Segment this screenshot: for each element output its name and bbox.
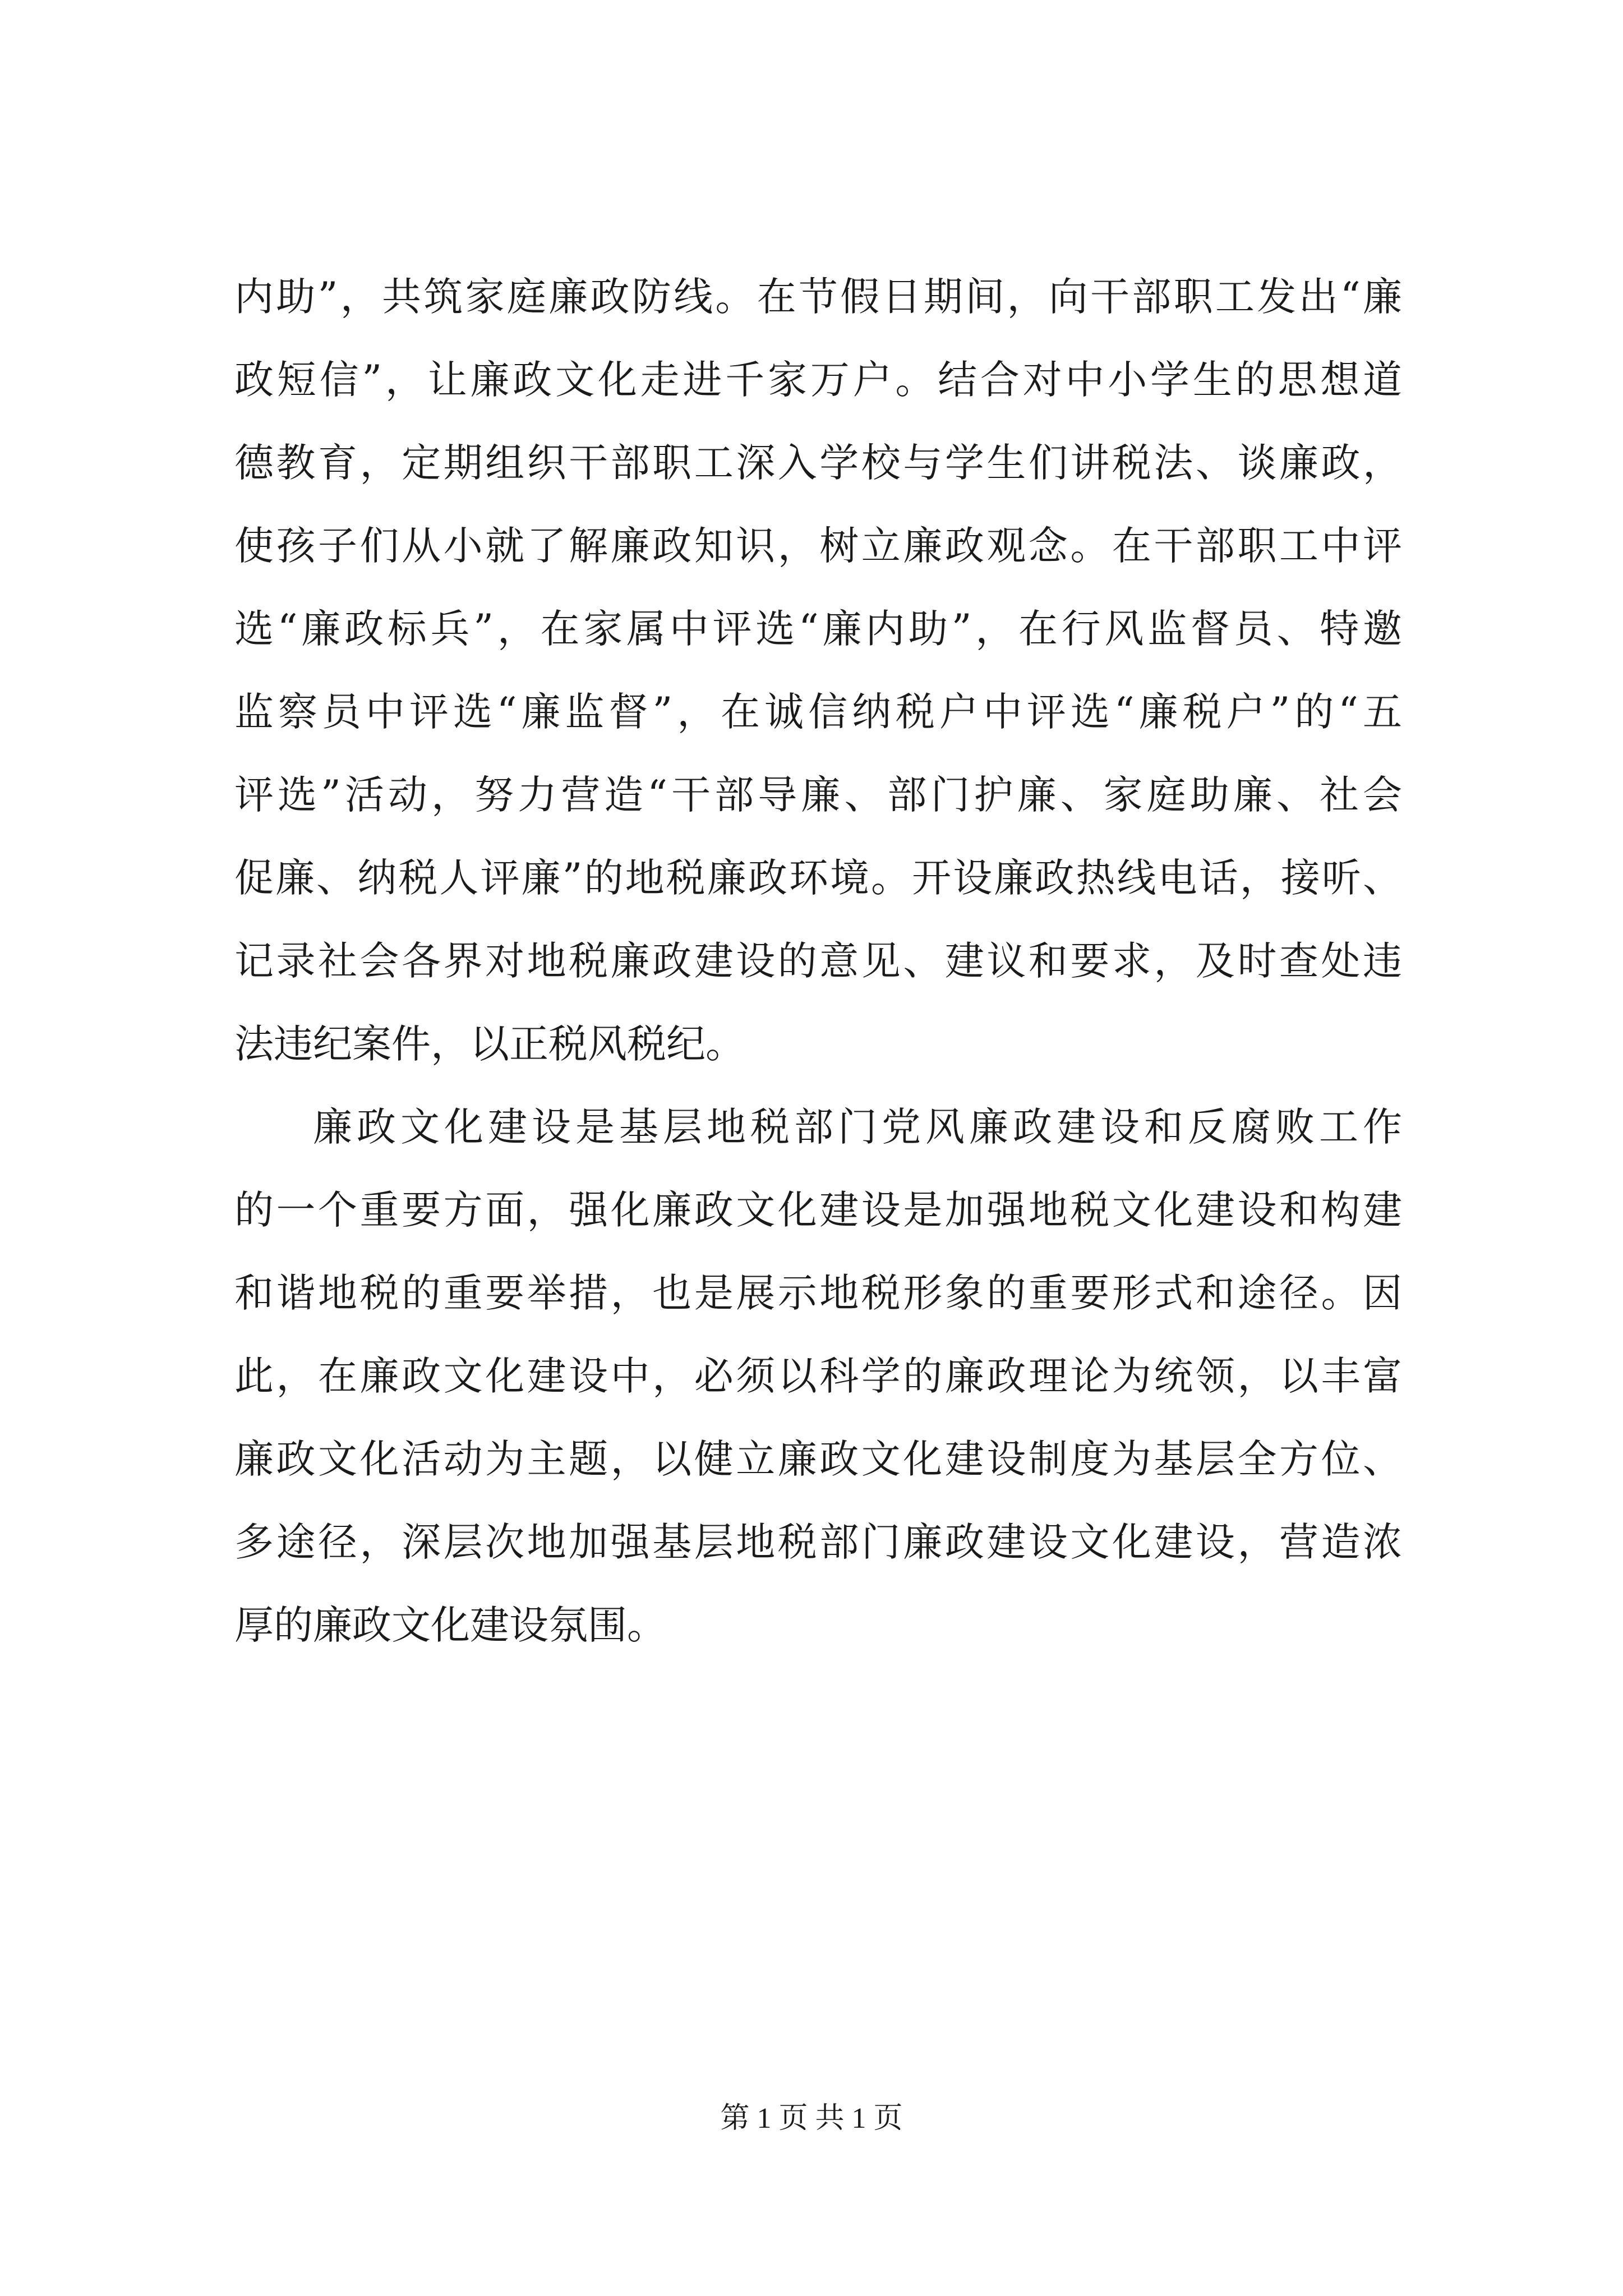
text-line: 记录社会各界对地税廉政建设的意见、建议和要求，及时查处违 — [234, 938, 1402, 984]
text-line: 和谐地税的重要举措，也是展示地税形象的重要形式和途径。因 — [234, 1270, 1402, 1316]
text-line: 监察员中评选“廉监督”，在诚信纳税户中评选“廉税户”的“五 — [234, 689, 1402, 735]
paragraph-1 — [234, 255, 1402, 1085]
text-line: 多途径，深层次地加强基层地税部门廉政建设文化建设，营造浓 — [234, 1519, 1402, 1565]
text-line: 德教育，定期组织干部职工深入学校与学生们讲税法、谈廉政， — [234, 440, 1402, 486]
document-body — [234, 255, 1402, 1667]
text-line: 评选”活动，努力营造“干部导廉、部门护廉、家庭助廉、社会 — [234, 772, 1402, 818]
text-line: 此，在廉政文化建设中，必须以科学的廉政理论为统领，以丰富 — [234, 1353, 1402, 1399]
text-line: 政短信”，让廉政文化走进千家万户。结合对中小学生的思想道 — [234, 357, 1402, 403]
text-line: 促廉、纳税人评廉”的地税廉政环境。开设廉政热线电话，接听、 — [234, 855, 1402, 901]
text-line: 厚的廉政文化建设氛围。 — [234, 1602, 666, 1648]
text-line: 选“廉政标兵”，在家属中评选“廉内助”，在行风监督员、特邀 — [234, 606, 1402, 652]
text-line: 内助”，共筑家庭廉政防线。在节假日期间，向干部职工发出“廉 — [234, 274, 1402, 320]
text-line: 使孩子们从小就了解廉政知识，树立廉政观念。在干部职工中评 — [234, 523, 1402, 569]
text-line: 廉政文化活动为主题，以健立廉政文化建设制度为基层全方位、 — [234, 1436, 1402, 1482]
page-number-footer: 第 1 页 共 1 页 — [720, 2102, 903, 2134]
text-line: 的一个重要方面，强化廉政文化建设是加强地税文化建设和构建 — [234, 1187, 1402, 1233]
paragraph-2 — [234, 1085, 1402, 1667]
text-line: 廉政文化建设是基层地税部门党风廉政建设和反腐败工作 — [313, 1104, 1402, 1150]
text-line: 法违纪案件，以正税风税纪。 — [234, 1021, 745, 1067]
